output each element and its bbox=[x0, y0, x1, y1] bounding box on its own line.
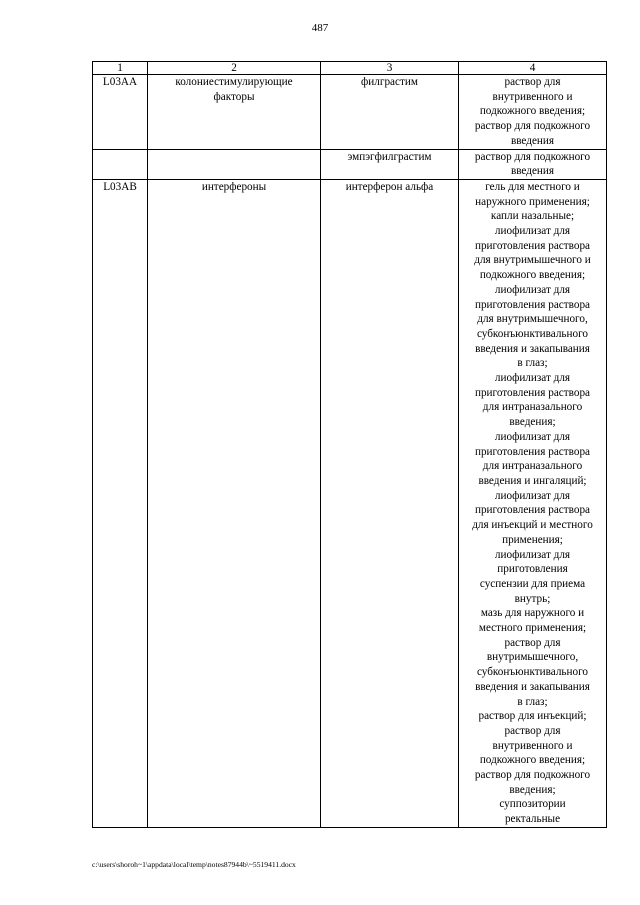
substance-cell: филграстим bbox=[321, 75, 459, 150]
dosage-forms-cell: гель для местного и наружного применения; капли назальные; лиофилизат для приготовления раствора для внутримышечного и подкожного введения; лиофилизат для приготовления раствора для внутримышечного, субконъюнктивального введения и закапывания в глаз; лиофилизат для приготовления раствора для интраназального введения; лиофилизат для приготовления раствора для интраназального введения и ингаляций; лиофилизат для приготовления раствора для инъекций и местного применения; лиофилизат для приготовления суспензии для приема внутрь; мазь для наружного и местного применения; раствор для внутримышечного, субконъюнктивального введения и закапывания в глаз; раствор для инъекций; раствор для внутривенного и подкожного введения; раствор для подкожного введения; суппозитории ректальные bbox=[459, 179, 607, 827]
atc-code-cell: L03AB bbox=[93, 179, 148, 827]
table-row bbox=[93, 179, 607, 827]
header-col-3: 3 bbox=[321, 62, 459, 75]
table-header-row bbox=[93, 62, 607, 75]
dosage-forms-cell: раствор для подкожного введения bbox=[459, 149, 607, 179]
footer-file-path: c:\users\shoroh~1\appdata\local\temp\notes87944b\~5519411.docx bbox=[92, 860, 296, 869]
header-col-4: 4 bbox=[459, 62, 607, 75]
group-cell bbox=[148, 149, 321, 179]
header-col-2: 2 bbox=[148, 62, 321, 75]
drug-table bbox=[92, 61, 607, 828]
header-col-1: 1 bbox=[93, 62, 148, 75]
substance-cell: интерферон альфа bbox=[321, 179, 459, 827]
group-cell: интерфероны bbox=[148, 179, 321, 827]
group-cell: колониестимулирующие факторы bbox=[148, 75, 321, 150]
substance-cell: эмпэгфилграстим bbox=[321, 149, 459, 179]
table-row bbox=[93, 149, 607, 179]
atc-code-cell: L03AA bbox=[93, 75, 148, 150]
page-number: 487 bbox=[311, 22, 329, 34]
table-row bbox=[93, 75, 607, 150]
dosage-forms-cell: раствор для внутривенного и подкожного введения; раствор для подкожного введения bbox=[459, 75, 607, 150]
atc-code-cell bbox=[93, 149, 148, 179]
